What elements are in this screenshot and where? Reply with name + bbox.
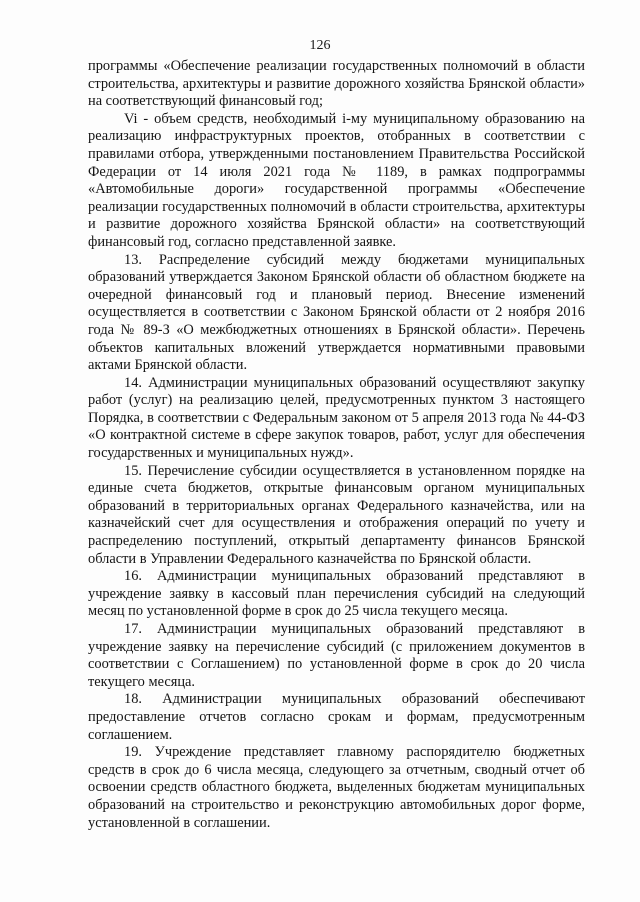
paragraph-17: 17. Администрации муниципальных образований представляют в учреждение заявку на перечисление субсидий (с приложением документов в соответствии с Соглашением) по установленной форме в срок до 20 числа текущего месяца. [88, 621, 585, 690]
page-number: 126 [309, 38, 331, 53]
document-body [88, 58, 585, 832]
paragraph-14: 14. Администрации муниципальных образований осуществляют закупку работ (услуг) на реализацию целей, предусмотренных пунктом 3 настоящего Порядка, в соответствии с Федеральным законом от 5 апреля 2013 года № 44-ФЗ «О контрактной системе в сфере закупок товаров, работ, услуг для обеспечения государственных и муниципальных нужд». [88, 374, 585, 462]
paragraph-16: 16. Администрации муниципальных образований представляют в учреждение заявку в кассовый план перечисления субсидий на следующий месяц по установленной форме в срок до 25 числа текущего месяца. [88, 568, 585, 620]
paragraph-15: 15. Перечисление субсидии осуществляется в установленном порядке на единые счета бюджетов, открытые финансовым органом муниципальных образований в территориальных органах Федерального казначейства, или на казначейский счет для осуществления и отображения операций по учету и распределению поступлений, открытый департаменту финансов Брянской области в Управлении Федерального казначейства по Брянской области. [88, 462, 585, 567]
paragraph-vi-definition: Vi - объем средств, необходимый i-му муниципальному образованию на реализацию инфраструктурных проектов, отобранных в соответствии с правилами отбора, утвержденными постановлением Правительства Российской Федерации от 14 июля 2021 года № 1189, в рамках подпрограммы «Автомобильные дороги» государственной программы «Обеспечение реализации государственных полномочий в области строительства, архитектуры и развитие дорожного хозяйства Брянской области» на соответствующий финансовый год, согласно представленной заявке. [88, 110, 585, 250]
paragraph-13: 13. Распределение субсидий между бюджетами муниципальных образований утверждается Законом Брянской области об областном бюджете на очередной финансовый год и плановый период. Внесение изменений осуществляется в соответствии с Законом Брянской области от 2 ноября 2016 года № 89-З «О межбюджетных отношениях в Брянской области». Перечень объектов капитальных вложений утверждается нормативными правовыми актами Брянской области. [88, 251, 585, 374]
paragraph-18: 18. Администрации муниципальных образований обеспечивают предоставление отчетов согласно срокам и формам, предусмотренным соглашением. [88, 691, 585, 743]
paragraph-19: 19. Учреждение представляет главному распорядителю бюджетных средств в срок до 6 числа месяца, следующего за отчетным, сводный отчет об освоении средств областного бюджета, выделенных бюджетам муниципальных образований на строительство и реконструкцию автомобильных дорог форме, установленной в соглашении. [88, 744, 585, 831]
paragraph-continuation: программы «Обеспечение реализации государственных полномочий в области строительства, архитектуры и развитие дорожного хозяйства Брянской области» на соответствующий финансовый год; [88, 58, 585, 110]
